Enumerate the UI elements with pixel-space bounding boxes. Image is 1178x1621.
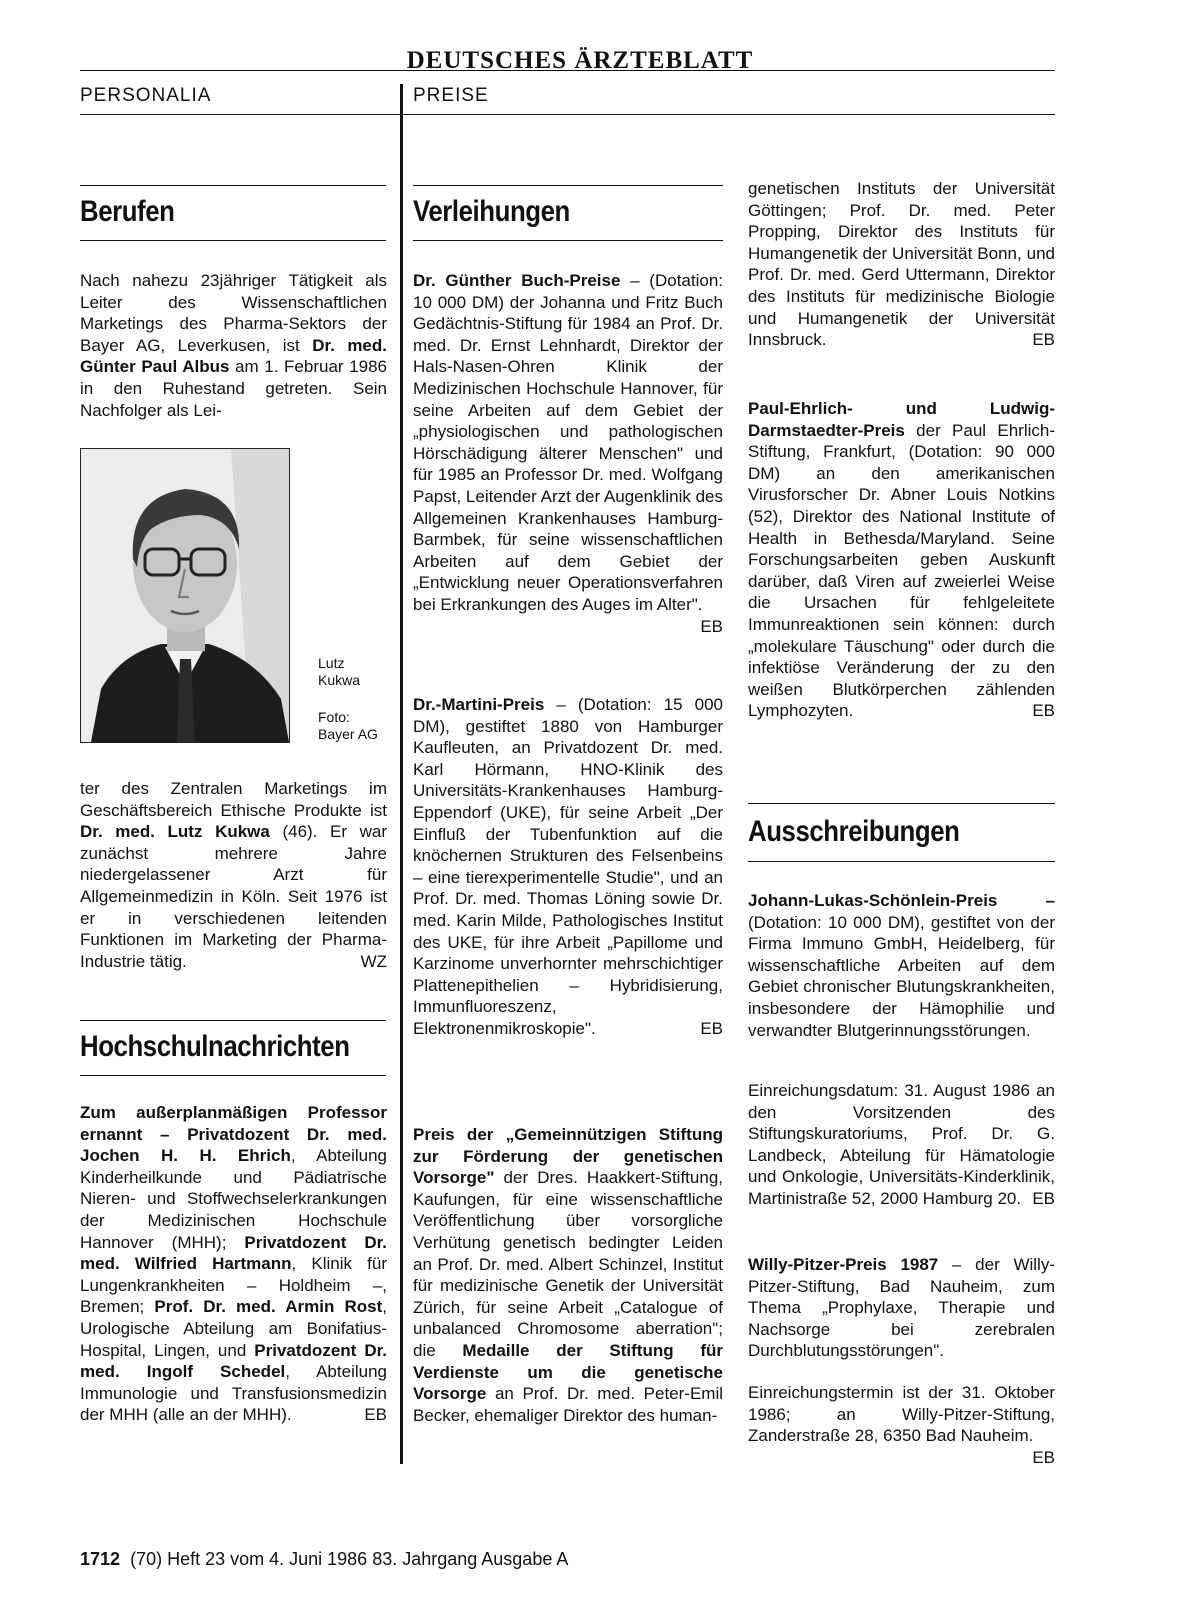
author-signature: EB [364, 1405, 387, 1425]
hoch-rule-top [80, 1020, 386, 1021]
genetische-vorsorge-paragraph: Preis der „Gemeinnützigen Stiftung zur Förderung der genetischen Vorsorge" der Dres. Haakkert-Stiftung, Kaufungen, für eine wissenschaftliche Veröffentlichung über vorsorgliche Verhütung genetisch bedingter Leiden an Prof. Dr. med. Albert Schinzel, Institut für medizinische Genetik der Universität Zürich, für seine Arbeit „Catalogue of unbalanced Chromosome aberration"; die Medaille der Stiftung für Verdienste um die genetische Vorsorge an Prof. Dr. med. Peter-Emil Becker, ehemaliger Direktor des human- [413, 1125, 723, 1425]
verleihungen-rule-bottom [413, 240, 723, 241]
genetics-continuation-paragraph: genetischen Instituts der Universität Göttingen; Prof. Dr. med. Peter Propping, Direktor des Instituts für Humangenetik der Universität Bonn, und Prof. Dr. med. Gerd Uttermann, Direktor des Instituts für medizinische Biologie und Humangenetik der Universität Innsbruck. EB [748, 179, 1055, 350]
page-footer [80, 1548, 568, 1570]
verleihungen-rule-top [413, 185, 723, 186]
person-name: Dr. med. Lutz Kukwa [80, 822, 270, 842]
berufen-rule-top [80, 185, 386, 186]
berufen-paragraph-2: ter des Zentralen Marketings im Geschäftsbereich Ethische Produkte ist Dr. med. Lutz Kukwa (46). Er war zunächst mehrere Jahre niedergelassener Arzt für Allgemeinmedizin in Köln. Seit 1976 ist er in verschiedenen leitenden Funktionen im Marketing der Pharma-Industrie tätig. WZ [80, 779, 387, 971]
berufen-rule-bottom [80, 240, 386, 241]
issue-info: (70) Heft 23 vom 4. Juni 1986 83. Jahrgang Ausgabe A [130, 1549, 569, 1569]
photo-caption-credit: Foto: Bayer AG [318, 709, 378, 742]
hochschul-heading: Hochschulnachrichten [80, 1030, 350, 1063]
pitzer-preis-paragraph: Willy-Pitzer-Preis 1987 – der Willy-Pitzer-Stiftung, Bad Nauheim, zum Thema „Prophylaxe, Therapie und Nachsorge bei zerebralen Durchblutungsstörungen". [748, 1255, 1055, 1361]
ausschreibungen-rule-bottom [748, 861, 1055, 862]
verleihungen-heading: Verleihungen [413, 195, 570, 228]
top-rule [80, 70, 1055, 71]
author-signature: EB [700, 1018, 723, 1038]
author-signature: EB [700, 616, 723, 636]
einreichungstermin-paragraph: Einreichungstermin ist der 31. Oktober 1986; an Willy-Pitzer-Stiftung, Zanderstraße 28, 6350 Bad Nauheim. EB [748, 1383, 1055, 1467]
ausschreibungen-rule-top [748, 803, 1055, 804]
photo-caption-name: Lutz Kukwa [318, 655, 361, 688]
section-rule [80, 114, 1055, 115]
ehrlich-preis-paragraph: Paul-Ehrlich- und Ludwig-Darmstaedter-Preis der Paul Ehrlich-Stiftung, Frankfurt, (Dotation: 90 000 DM) an den amerikanischen Virusforscher Dr. Abner Louis Notkins (52), Direktor des National Institute of Health in Bethesda/Maryland. Seine Forschungsarbeiten geben Auskunft darüber, daß Viren auf zweierlei Weise die Ursachen für fehlgeleitete Immunreaktionen sein können: durch „molekulare Täuschung" oder durch die infektiöse Veränderung der zu den weißen Blutkörperchen zählenden Lymphozyten. EB [748, 399, 1055, 721]
ausschreibungen-heading: Ausschreibungen [748, 815, 960, 848]
schoenlein-preis-paragraph: Johann-Lukas-Schönlein-Preis – (Dotation: 10 000 DM), gestiftet von der Firma Immuno GmbH, Heidelberg, für wissenschaftliche Arbeiten auf dem Gebiet chronischer Blutungskrankheiten, insbesondere der Hämophilie und verwandter Blutgerinnungsstörungen. [748, 891, 1055, 1040]
portrait-photo [80, 448, 290, 743]
author-signature: EB [1032, 1447, 1055, 1467]
buch-preise-paragraph: Dr. Günther Buch-Preise – (Dotation: 10 000 DM) der Johanna und Fritz Buch Gedächtnis-Stiftung für 1984 an Prof. Dr. med. Dr. Ernst Lehnhardt, Direktor der Hals-Nasen-Ohren Klinik der Medizinischen Hochschule Hannover, für seine Arbeiten auf dem Gebiet der „physiologischen und pathologischen Hörschädigung älterer Menschen" und für 1985 an Professor Dr. med. Wolfgang Papst, Leitender Arzt der Augenklinik des Allgemeinen Krankenhauses Hamburg-Barmbek, für seine wissenschaftlichen Arbeiten auf dem Gebiet der „Entwicklung neuer Operationsverfahren bei Erkrankungen des Auges im Alter". EB [413, 271, 724, 636]
author-signature: EB [1032, 1188, 1055, 1208]
section-label-personalia: PERSONALIA [80, 85, 212, 106]
hochschul-paragraph: Zum außerplanmäßigen Professor ernannt – Privatdozent Dr. med. Jochen H. H. Ehrich, Abteilung Kinderheilkunde und Pädiatrische Nieren- und Stoffwechselerkrankungen der Medizinischen Hochschule Hannover (MHH); Privatdozent Dr. med. Wilfried Hartmann, Klinik für Lungenkrankheiten – Holdheim –, Bremen; Prof. Dr. med. Armin Rost, Urologische Abteilung am Bonifatius-Hospital, Lingen, und Privatdozent Dr. med. Ingolf Schedel, Abteilung Immunologie und Transfusionsmedizin der MHH (alle an der MHH). EB [80, 1103, 387, 1425]
berufen-heading: Berufen [80, 195, 175, 228]
berufen-paragraph-1: Nach nahezu 23jähriger Tätigkeit als Leiter des Wissenschaftlichen Marketings des Pharma-Sektors der Bayer AG, Leverkusen, ist Dr. med. Günter Paul Albus am 1. Februar 1986 in den Ruhestand getreten. Sein Nachfolger als Lei- [80, 271, 387, 420]
martini-preis-paragraph: Dr.-Martini-Preis – (Dotation: 15 000 DM), gestiftet 1880 von Hamburger Kaufleuten, an Privatdozent Dr. med. Karl Hörmann, HNO-Klinik des Universitäts-Krankenhauses Hamburg-Eppendorf (UKE), für seine Arbeit „Der Einfluß der Tubenfunktion auf die knöchernen Strukturen des Felsenbeins – eine tierexperimentelle Studie", und an Prof. Dr. med. Thomas Löning sowie Dr. med. Karin Milde, Pathologisches Institut des UKE, für ihre Arbeit „Papillome und Karzinome unverhornter mehrschichtiger Plattenepithelien – Hybridisierung, Immunfluoreszenz, Elektronenmikroskopie". EB [413, 695, 723, 1038]
hoch-rule-bottom [80, 1075, 386, 1076]
person-name: Dr. med. Günter Paul Albus [80, 335, 387, 377]
column-divider [400, 84, 403, 1464]
author-signature: EB [1032, 330, 1055, 350]
page-number: 1712 [80, 1549, 121, 1569]
portrait-illustration [81, 449, 289, 742]
author-signature: WZ [360, 951, 387, 971]
masthead: DEUTSCHES ÄRZTEBLATT [406, 47, 754, 74]
einreichungsdatum-paragraph: Einreichungsdatum: 31. August 1986 an den Vorsitzenden des Stiftungskuratoriums, Prof. Dr. G. Landbeck, Abteilung für Hämatologie und Onkologie, Universitäts-Kinderklinik, Martinistraße 52, 2000 Hamburg 20. EB [748, 1081, 1055, 1208]
section-label-preise: PREISE [413, 85, 489, 106]
author-signature: EB [1032, 701, 1055, 721]
